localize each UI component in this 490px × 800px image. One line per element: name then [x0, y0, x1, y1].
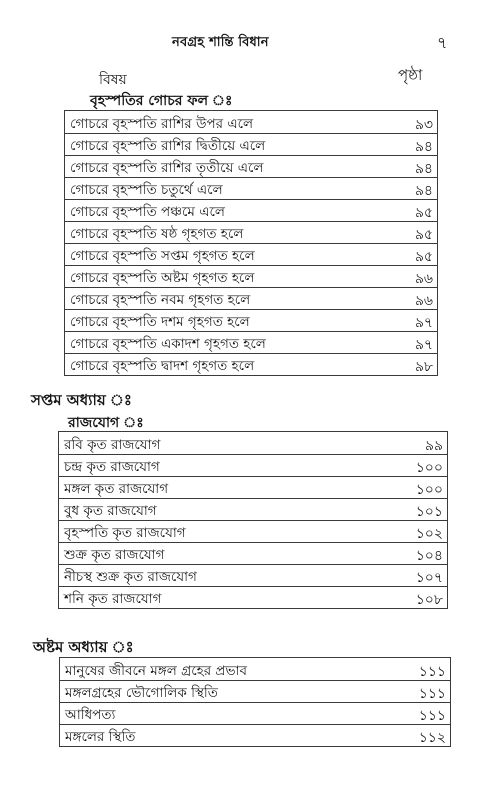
toc-entry-text: গোচরে বৃহস্পতি নবম গৃহগত হলে — [70, 292, 251, 308]
toc-row[interactable] — [65, 199, 437, 222]
toc-entry-page: ৯৪ — [414, 183, 433, 199]
toc-row[interactable] — [65, 133, 437, 156]
toc-entry-page: ১০২ — [415, 526, 443, 542]
toc-entry-text: নীচস্থ শুক্র কৃত রাজযোগ — [64, 569, 197, 585]
toc-entry-page: ১১১ — [418, 686, 446, 702]
toc-entry-text: গোচরে বৃহস্পতি দ্বাদশ গৃহগত হলে — [70, 358, 255, 374]
toc-entry-page: ১১১ — [418, 664, 446, 680]
toc-row[interactable] — [59, 454, 447, 477]
toc-row[interactable] — [65, 265, 437, 288]
toc-entry-page: ১০০ — [415, 460, 443, 476]
toc-entry-page: ৯৮ — [414, 359, 433, 375]
toc-entry-text: গোচরে বৃহস্পতি রাশির তৃতীয়ে এলে — [70, 160, 264, 176]
toc-entry-text: মানুষের জীবনে মঙ্গল গ্রহের প্রভাব — [65, 663, 247, 679]
toc-row[interactable] — [60, 702, 450, 725]
column-heading-page: পৃষ্ঠা — [398, 66, 423, 84]
toc-row[interactable] — [59, 586, 447, 609]
toc-row[interactable] — [60, 724, 450, 747]
toc-entry-text: গোচরে বৃহস্পতি রাশির দ্বিতীয়ে এলে — [70, 138, 266, 154]
toc-entry-page: ৯৬ — [414, 271, 433, 287]
toc-row[interactable] — [59, 564, 447, 587]
toc-entry-page: ৯৫ — [414, 249, 433, 265]
toc-entry-text: মঙ্গল কৃত রাজযোগ — [64, 481, 169, 497]
toc-entry-text: মঙ্গলগ্রহের ভৌগোলিক স্থিতি — [65, 685, 218, 701]
toc-entry-page: ৯৫ — [414, 227, 433, 243]
toc-row[interactable] — [65, 177, 437, 200]
toc-entry-text: শুক্র কৃত রাজযোগ — [64, 547, 165, 563]
toc-entry-page: ১০৭ — [415, 570, 443, 586]
toc-row[interactable] — [65, 287, 437, 310]
toc-entry-page: ১১১ — [418, 708, 446, 724]
toc-entry-page: ৯৫ — [414, 205, 433, 221]
toc-entry-page: ৯৪ — [414, 161, 433, 177]
toc-entry-text: শনি কৃত রাজযোগ — [64, 591, 162, 607]
toc-entry-page: ৯৭ — [414, 337, 433, 353]
toc-box-rajayoga — [58, 431, 448, 609]
toc-entry-text: গোচরে বৃহস্পতি অষ্টম গৃহগত হলে — [70, 270, 255, 286]
toc-box-mars — [59, 657, 451, 747]
toc-entry-text: বুধ কৃত রাজযোগ — [64, 503, 157, 519]
toc-entry-page: ১০০ — [415, 482, 443, 498]
toc-row[interactable] — [65, 155, 437, 178]
toc-row[interactable] — [65, 111, 437, 134]
toc-entry-page: ১০৮ — [415, 592, 443, 608]
toc-entry-page: ৯৭ — [414, 315, 433, 331]
toc-entry-text: আধিপত্য — [65, 707, 116, 723]
toc-entry-text: মঙ্গলের স্থিতি — [65, 729, 136, 745]
running-header-title: নবগ্রহ শান্তি বিধান — [172, 35, 269, 50]
toc-entry-page: ৯৪ — [414, 139, 433, 155]
toc-row[interactable] — [59, 476, 447, 499]
toc-row[interactable] — [65, 221, 437, 244]
toc-entry-text: গোচরে বৃহস্পতি সপ্তম গৃহগত হলে — [70, 248, 255, 264]
toc-entry-text: চন্দ্র কৃত রাজযোগ — [64, 459, 160, 475]
toc-entry-text: বৃহস্পতি কৃত রাজযোগ — [64, 525, 186, 541]
toc-entry-text: রবি কৃত রাজযোগ — [64, 437, 161, 453]
toc-row[interactable] — [60, 680, 450, 703]
toc-row[interactable] — [65, 243, 437, 266]
page-number: ৭ — [437, 33, 448, 52]
toc-row[interactable] — [59, 432, 447, 455]
chapter-heading-seventh: সপ্তম অধ্যায় ঃ — [31, 391, 132, 409]
toc-entry-page: ১১২ — [418, 730, 446, 746]
toc-entry-text: গোচরে বৃহস্পতি দশম গৃহগত হলে — [70, 314, 250, 330]
toc-entry-page: ১০১ — [415, 504, 443, 520]
toc-entry-text: গোচরে বৃহস্পতি একাদশ গৃহগত হলে — [70, 336, 266, 352]
toc-row[interactable] — [59, 520, 447, 543]
toc-box-jupiter-transit — [64, 110, 438, 376]
toc-entry-text: গোচরে বৃহস্পতি ষষ্ঠ গৃহগত হলে — [70, 226, 244, 242]
toc-row[interactable] — [65, 309, 437, 332]
toc-row[interactable] — [65, 353, 437, 376]
toc-row[interactable] — [60, 658, 450, 681]
toc-entry-page: ১০৪ — [415, 548, 443, 564]
chapter-heading-eighth: অষ্টম অধ্যায় ঃ — [33, 638, 134, 656]
toc-entry-page: ৯৬ — [414, 293, 433, 309]
toc-entry-page: ৯৯ — [424, 438, 443, 454]
toc-entry-text: গোচরে বৃহস্পতি চতুর্থে এলে — [70, 182, 223, 198]
toc-entry-text: গোচরে বৃহস্পতি পঞ্চমে এলে — [70, 204, 225, 220]
section-heading-jupiter-transit: বৃহস্পতির গোচর ফল ঃ — [90, 93, 233, 109]
toc-row[interactable] — [59, 542, 447, 565]
toc-entry-text: গোচরে বৃহস্পতি রাশির উপর এলে — [70, 116, 254, 132]
section-heading-rajayoga: রাজযোগ ঃ — [68, 415, 144, 431]
toc-row[interactable] — [59, 498, 447, 521]
toc-row[interactable] — [65, 331, 437, 354]
column-heading-subject: বিষয় — [99, 72, 127, 88]
toc-entry-page: ৯৩ — [414, 117, 433, 133]
